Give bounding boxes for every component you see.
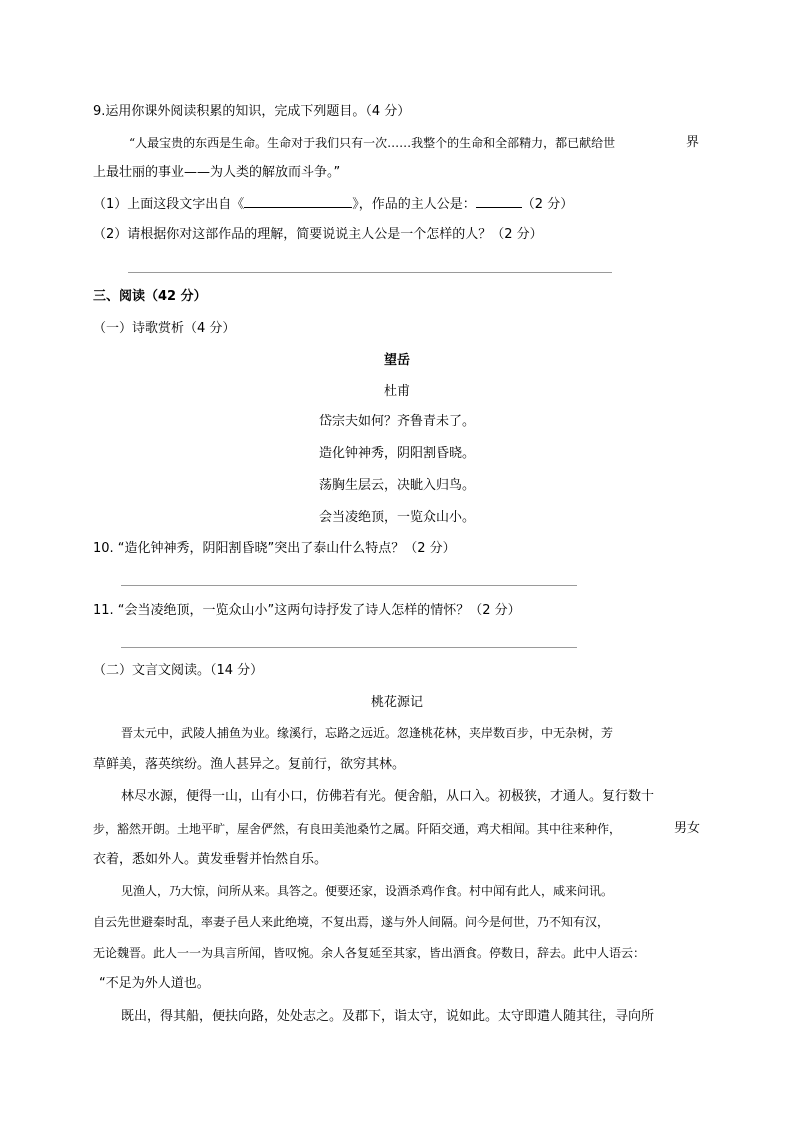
q10: 10. “造化钟神秀，阴阳割昏晓”突出了泰山什么特点？（2 分） <box>93 541 456 556</box>
answer-line-q10[interactable] <box>121 585 577 586</box>
q9-subquestion-1 <box>93 195 573 214</box>
q9-quote-line2: 上最壮丽的事业——为人类的解放而斗争。” <box>93 165 341 180</box>
poem-section-heading: （一）诗歌赏析（4 分） <box>93 321 236 336</box>
passage-line-7: 自云先世避秦时乱，率妻子邑人来此绝境，不复出焉，遂与外人间隔。问今是何世，乃不知有汉， <box>93 915 610 929</box>
passage-line-10: 既出，得其船，便扶向路，处处志之。及郡下，诣太守，说如此。太守即遣人随其往，寻向所 <box>121 1009 655 1024</box>
passage-line-9: “不足为外人道也。 <box>99 976 210 991</box>
poem-title: 望岳 <box>383 353 410 368</box>
poem-line-4: 会当凌绝顶，一览众山小。 <box>318 510 475 525</box>
passage-line-5: 衣着，悉如外人。黄发垂髫并怡然自乐。 <box>93 852 328 867</box>
q9-sub1-score: （2 分） <box>521 197 574 212</box>
passage-line-6: 见渔人，乃大惊，问所从来。具答之。便要还家，设酒杀鸡作食。村中闻有此人，咸来问讯。 <box>121 884 614 898</box>
section3-heading: 三、阅读（42 分） <box>93 289 207 304</box>
passage-line-4: 步，豁然开朗。土地平旷，屋舍俨然，有良田美池桑竹之属。阡陌交通，鸡犬相闻。其中往来种作， <box>93 822 622 836</box>
passage-line-3: 林尽水源，便得一山，山有小口，仿佛若有光。便舍船，从口入。初极狭，才通人。复行数十 <box>121 789 655 804</box>
protagonist-blank[interactable] <box>476 195 522 208</box>
answer-line-q11[interactable] <box>121 647 577 648</box>
q9-sub1-prefix: （1）上面这段文字出自《 <box>93 197 245 212</box>
q11: 11. “会当凌绝顶，一览众山小”这两句诗抒发了诗人怎样的情怀？（2 分） <box>93 603 521 618</box>
q9-quote-line1-end: 界 <box>686 135 700 150</box>
poem-author: 杜甫 <box>383 384 410 399</box>
classical-section-heading: （二）文言文阅读。（14 分） <box>93 663 264 678</box>
q9-subquestion-2: （2）请根据你对这部作品的理解，简要说说主人公是一个怎样的人？（2 分） <box>93 227 543 242</box>
classical-text-title: 桃花源记 <box>370 695 423 710</box>
passage-line-2: 草鲜美，落英缤纷。渔人甚异之。复前行，欲穷其林。 <box>93 757 406 772</box>
poem-line-1: 岱宗夫如何？齐鲁青未了。 <box>318 414 475 429</box>
passage-line-1: 晋太元中，武陵人捕鱼为业。缘溪行，忘路之远近。忽逢桃花林，夹岸数百步，中无杂树，芳 <box>121 726 614 740</box>
passage-line-8: 无论魏晋。此人一一为具言所闻，皆叹惋。余人各复延至其家，皆出酒食。停数日，辞去。此中人语云： <box>93 946 646 960</box>
poem-line-2: 造化钟神秀，阴阳割昏晓。 <box>318 446 475 461</box>
answer-line-q9[interactable] <box>128 272 612 273</box>
passage-line-4-end: 男女 <box>674 821 701 836</box>
book-title-blank[interactable] <box>244 195 352 208</box>
q9-sub1-middle: 》，作品的主人公是： <box>352 197 476 212</box>
poem-line-3: 荡胸生层云，决眦入归鸟。 <box>318 478 475 493</box>
q9-quote-line1: “人最宝贵的东西是生命。生命对于我们只有一次……我整个的生命和全部精力，都已献给世 <box>129 136 616 150</box>
q9-title: 9.运用你课外阅读积累的知识，完成下列题目。（4 分） <box>93 104 411 119</box>
